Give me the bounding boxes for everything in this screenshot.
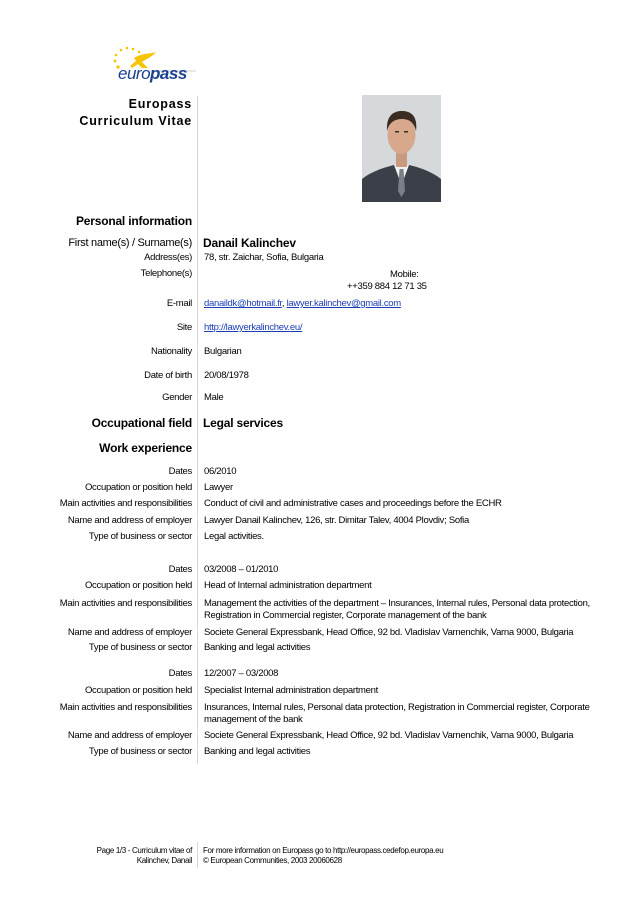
nationality-value: Bulgarian bbox=[204, 346, 242, 357]
work-activities-value: Conduct of civil and administrative cases and proceedings before the ECHR bbox=[204, 498, 502, 509]
work-dates-value: 06/2010 bbox=[204, 466, 237, 477]
work-position-label: Occupation or position held bbox=[84, 482, 192, 493]
footer-page-line1: Page 1/3 - Curriculum vitae of bbox=[96, 846, 192, 855]
nationality-label: Nationality bbox=[150, 346, 192, 357]
footer-info bbox=[203, 846, 443, 866]
dob-label: Date of birth bbox=[144, 370, 192, 381]
work-business-value: Banking and legal activities bbox=[204, 642, 311, 653]
work-dates-label: Dates bbox=[168, 564, 192, 575]
column-divider bbox=[197, 96, 198, 764]
logo-text-pass: pass bbox=[150, 64, 187, 83]
logo-text-euro: euro bbox=[118, 64, 151, 83]
personal-information-heading: Personal information bbox=[75, 214, 192, 228]
footer-page-info bbox=[97, 846, 192, 866]
work-business-value: Legal activities. bbox=[204, 531, 264, 542]
cv-title-line1: Europass bbox=[128, 97, 192, 111]
work-employer-label: Name and address of employer bbox=[67, 515, 192, 526]
work-position-label: Occupation or position held bbox=[84, 580, 192, 591]
email-label: E-mail bbox=[166, 298, 192, 309]
dob-value: 20/08/1978 bbox=[204, 370, 249, 381]
work-business-label: Type of business or sector bbox=[88, 531, 192, 542]
work-activities-label: Main activities and responsibilities bbox=[59, 702, 192, 713]
mobile-value: ++359 884 12 71 35 bbox=[347, 281, 427, 292]
work-business-value: Banking and legal activities bbox=[204, 746, 311, 757]
name-label: First name(s) / Surname(s) bbox=[68, 237, 192, 249]
work-activities-label: Main activities and responsibilities bbox=[59, 498, 192, 509]
europass-logo bbox=[104, 44, 200, 88]
logo-text bbox=[118, 64, 187, 84]
work-dates-label: Dates bbox=[168, 466, 192, 477]
work-activities-value: Insurances, Internal rules, Personal data protection, Registration in Commercial register, Corporate management of the bank bbox=[204, 702, 590, 725]
telephone-label: Telephone(s) bbox=[140, 268, 192, 279]
work-employer-value: Societe General Expressbank, Head Office, 92 bd. Vladislav Varnenchik, Varna 9000, Bulgaria bbox=[204, 627, 574, 638]
name-value: Danail Kalinchev bbox=[203, 236, 296, 250]
work-business-label: Type of business or sector bbox=[88, 642, 192, 653]
occupational-field-value: Legal services bbox=[203, 416, 283, 430]
work-dates-value: 12/2007 – 03/2008 bbox=[204, 668, 279, 679]
work-activities-value: Management the activities of the department – Insurances, Internal rules, Personal data protection, Registration in Commercial register, Corporate management of the bank bbox=[204, 598, 590, 621]
work-employer-value: Societe General Expressbank, Head Office, 92 bd. Vladislav Varnenchik, Varna 9000, Bulgaria bbox=[204, 730, 574, 741]
work-employer-value: Lawyer Danail Kalinchev, 126, str. Dimitar Talev, 4004 Plovdiv; Sofia bbox=[204, 515, 469, 526]
work-position-value: Specialist Internal administration department bbox=[204, 685, 378, 696]
footer-info-line2: © European Communities, 2003 20060628 bbox=[203, 856, 342, 865]
work-experience-heading: Work experience bbox=[99, 441, 192, 455]
gender-value: Male bbox=[204, 392, 224, 403]
address-label: Address(es) bbox=[144, 252, 192, 263]
work-employer-label: Name and address of employer bbox=[67, 627, 192, 638]
email-separator: , bbox=[281, 298, 285, 309]
email-link-hotmail[interactable]: danaildk@hotmail.fr bbox=[204, 298, 282, 309]
footer-page-line2: Kalinchev, Danail bbox=[136, 856, 192, 865]
site-link[interactable]: http://lawyerkalinchev.eu/ bbox=[204, 322, 303, 333]
footer-info-line1: For more information on Europass go to http://europass.cedefop.europa.eu bbox=[203, 846, 444, 855]
work-position-value: Head of Internal administration department bbox=[204, 580, 372, 591]
work-position-value: Lawyer bbox=[204, 482, 233, 493]
site-label: Site bbox=[176, 322, 192, 333]
gender-label: Gender bbox=[162, 392, 192, 403]
profile-photo bbox=[362, 95, 441, 202]
email-link-gmail[interactable]: lawyer.kalinchev@gmail.com bbox=[286, 298, 401, 309]
mobile-label: Mobile: bbox=[390, 269, 419, 280]
work-business-label: Type of business or sector bbox=[88, 746, 192, 757]
work-dates-value: 03/2008 – 01/2010 bbox=[204, 564, 279, 575]
work-activities-label: Main activities and responsibilities bbox=[59, 598, 192, 609]
email-values bbox=[204, 298, 401, 309]
work-employer-label: Name and address of employer bbox=[67, 730, 192, 741]
work-position-label: Occupation or position held bbox=[84, 685, 192, 696]
work-dates-label: Dates bbox=[168, 668, 192, 679]
footer-divider bbox=[197, 842, 198, 868]
address-value: 78, str. Zaichar, Sofia, Bulgaria bbox=[204, 252, 324, 263]
occupational-field-label: Occupational field bbox=[91, 416, 192, 430]
cv-title-line2: Curriculum Vitae bbox=[79, 114, 192, 128]
cv-title bbox=[79, 96, 192, 130]
person-portrait-icon bbox=[362, 95, 441, 202]
